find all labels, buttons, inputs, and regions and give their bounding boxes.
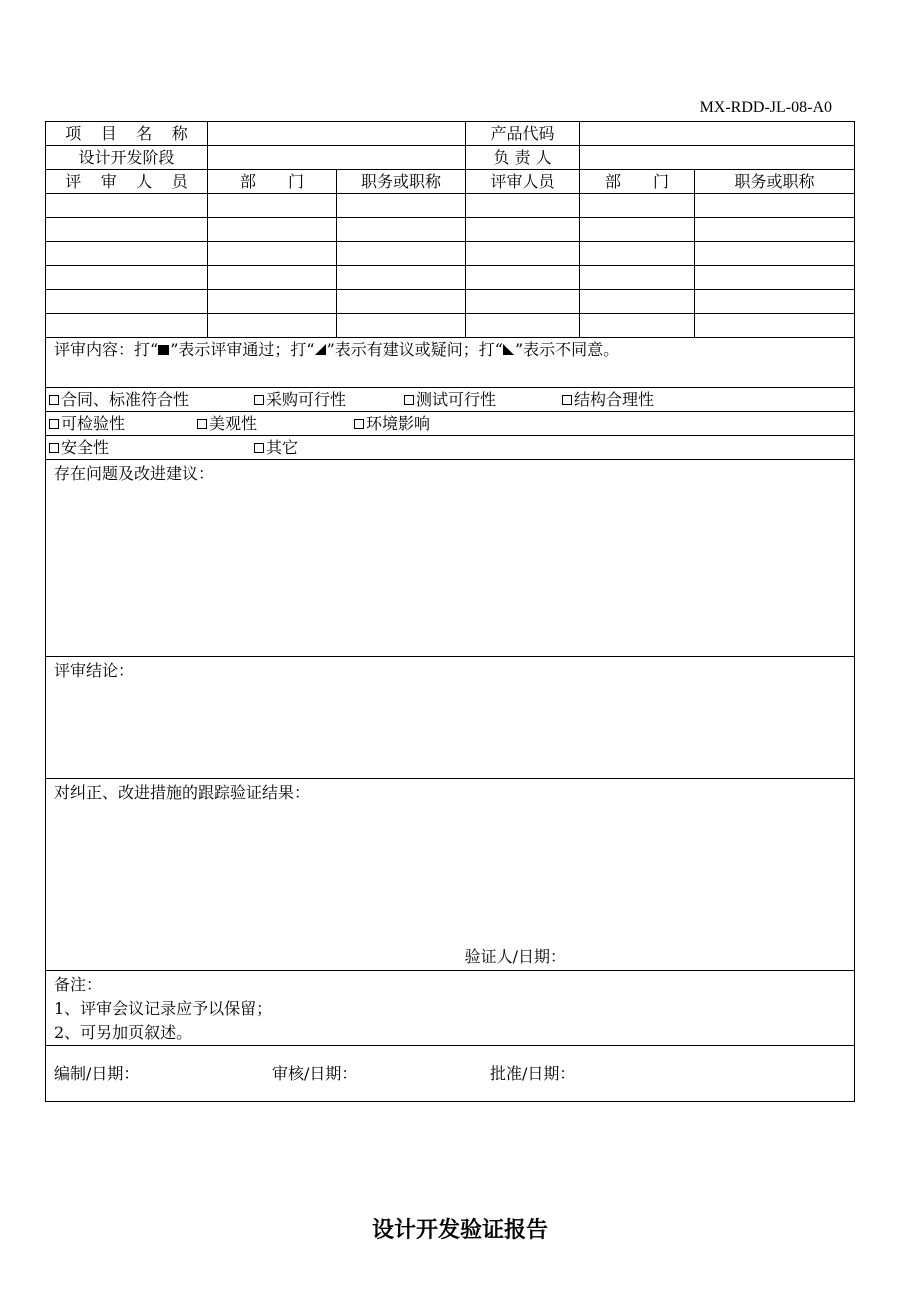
- verifier-date-label: 验证人/日期：: [464, 947, 566, 966]
- notes-row: [46, 971, 855, 1046]
- options-row-3: [46, 436, 855, 460]
- reviewer-cell[interactable]: [337, 266, 466, 290]
- checkbox-icon[interactable]: [354, 419, 364, 429]
- stage-field[interactable]: [208, 146, 466, 170]
- option-inspectability[interactable]: [46, 413, 194, 435]
- owner-label: 负 责 人: [466, 146, 580, 170]
- option-label: 美观性: [209, 413, 258, 433]
- reviewer-cell[interactable]: [695, 290, 855, 314]
- reviewer-cell[interactable]: [337, 194, 466, 218]
- reviewer-cell[interactable]: [580, 290, 695, 314]
- reviewer-cell[interactable]: [580, 266, 695, 290]
- conclusion-section[interactable]: [46, 657, 855, 779]
- department-header-1: 部 门: [208, 170, 337, 194]
- notes-section: [46, 971, 855, 1046]
- option-label: 可检验性: [61, 413, 126, 433]
- reviewer-cell[interactable]: [695, 266, 855, 290]
- conclusion-label: 评审结论：: [54, 661, 135, 680]
- reviewer-cell[interactable]: [466, 242, 580, 266]
- checkbox-icon[interactable]: [49, 443, 59, 453]
- checkbox-icon[interactable]: [197, 419, 207, 429]
- reviewer-cell[interactable]: [208, 242, 337, 266]
- reviewer-cell[interactable]: [466, 266, 580, 290]
- filled-square-icon: [158, 340, 170, 362]
- option-aesthetics[interactable]: [194, 413, 351, 435]
- reviewer-cell[interactable]: [46, 194, 208, 218]
- issues-label: 存在问题及改进建议：: [54, 464, 215, 483]
- stage-row: [46, 146, 855, 170]
- conclusion-row: [46, 657, 855, 779]
- reviewer-cell[interactable]: [695, 218, 855, 242]
- options-cell-1: [46, 388, 855, 412]
- option-procurement-feasibility[interactable]: [251, 389, 401, 411]
- product-code-field[interactable]: [580, 122, 855, 146]
- reviewer-header-1: 评 审 人 员: [46, 170, 208, 194]
- options-cell-3: [46, 436, 855, 460]
- document-code: MX-RDD-JL-08-A0: [699, 99, 832, 116]
- options-row-1: [46, 388, 855, 412]
- checkbox-icon[interactable]: [49, 419, 59, 429]
- option-contract-compliance[interactable]: [46, 389, 251, 411]
- reviewer-cell[interactable]: [580, 218, 695, 242]
- reviewed-by-label: 审核/日期：: [272, 1063, 358, 1083]
- review-content-mid2: ”表示有建议或疑问；打“: [326, 340, 503, 359]
- reviewer-header-2: 评审人员: [466, 170, 580, 194]
- review-content-mid1: ”表示评审通过；打“: [170, 340, 315, 359]
- reviewer-cell[interactable]: [337, 218, 466, 242]
- approved-by-label: 批准/日期：: [490, 1063, 576, 1083]
- option-label: 结构合理性: [574, 389, 655, 409]
- review-content-suffix: ”表示不同意。: [514, 340, 620, 359]
- reviewer-cell[interactable]: [208, 266, 337, 290]
- reviewer-cell[interactable]: [208, 290, 337, 314]
- option-label: 测试可行性: [416, 389, 497, 409]
- reviewer-cell[interactable]: [466, 314, 580, 338]
- notes-title: 备注：: [54, 975, 103, 994]
- issues-section[interactable]: [46, 460, 855, 657]
- tracking-label: 对纠正、改进措施的跟踪验证结果：: [54, 783, 311, 802]
- reviewer-cell[interactable]: [46, 314, 208, 338]
- reviewer-cell[interactable]: [466, 218, 580, 242]
- reviewer-cell[interactable]: [337, 314, 466, 338]
- triangle-right-corner-icon: [315, 340, 327, 362]
- option-environment-impact[interactable]: [351, 413, 430, 435]
- review-content-row: [46, 338, 855, 388]
- department-header-2: 部 门: [580, 170, 695, 194]
- tracking-row: [46, 779, 855, 971]
- reviewer-row: [46, 242, 855, 266]
- reviewer-cell[interactable]: [208, 194, 337, 218]
- title-header-2: 职务或职称: [695, 170, 855, 194]
- reviewer-cell[interactable]: [695, 194, 855, 218]
- option-other[interactable]: [251, 437, 298, 459]
- reviewer-row: [46, 290, 855, 314]
- review-content-instructions: [46, 338, 855, 388]
- project-name-field[interactable]: [208, 122, 466, 146]
- reviewer-row: [46, 194, 855, 218]
- checkbox-icon[interactable]: [49, 395, 59, 405]
- option-label: 安全性: [61, 437, 110, 457]
- reviewer-cell[interactable]: [580, 242, 695, 266]
- reviewer-row: [46, 266, 855, 290]
- checkbox-icon[interactable]: [254, 395, 264, 405]
- triangle-left-corner-icon: [503, 340, 515, 362]
- review-content-prefix: 评审内容：打“: [54, 340, 159, 359]
- issues-row: [46, 460, 855, 657]
- option-label: 采购可行性: [266, 389, 347, 409]
- product-code-label: 产品代码: [466, 122, 580, 146]
- reviewer-cell[interactable]: [46, 266, 208, 290]
- checkbox-icon[interactable]: [404, 395, 414, 405]
- owner-field[interactable]: [580, 146, 855, 170]
- checkbox-icon[interactable]: [254, 443, 264, 453]
- option-structure-rationality[interactable]: [559, 389, 654, 411]
- reviewer-cell[interactable]: [695, 314, 855, 338]
- reviewer-cell[interactable]: [208, 218, 337, 242]
- option-safety[interactable]: [46, 437, 251, 459]
- signoff-row: [46, 1046, 855, 1102]
- note-item: 2、可另加页叙述。: [54, 1023, 193, 1042]
- options-row-2: [46, 412, 855, 436]
- prepared-by-label: 编制/日期：: [54, 1063, 140, 1083]
- option-test-feasibility[interactable]: [401, 389, 559, 411]
- reviewer-cell[interactable]: [337, 242, 466, 266]
- reviewer-cell[interactable]: [46, 290, 208, 314]
- review-form: [45, 121, 855, 1102]
- reviewer-row: [46, 314, 855, 338]
- options-cell-2: [46, 412, 855, 436]
- tracking-section[interactable]: [46, 779, 855, 971]
- document-title: 设计开发验证报告: [371, 1217, 548, 1243]
- project-name-label: 项 目 名 称: [46, 122, 208, 146]
- reviewer-header-row: [46, 170, 855, 194]
- reviewer-cell[interactable]: [580, 194, 695, 218]
- option-label: 其它: [266, 437, 299, 457]
- reviewer-cell[interactable]: [337, 290, 466, 314]
- reviewer-cell[interactable]: [695, 242, 855, 266]
- note-item: 1、评审会议记录应予以保留；: [54, 999, 273, 1018]
- project-name-row: [46, 122, 855, 146]
- checkbox-icon[interactable]: [562, 395, 572, 405]
- reviewer-cell[interactable]: [466, 194, 580, 218]
- reviewer-cell[interactable]: [208, 314, 337, 338]
- option-label: 环境影响: [366, 413, 431, 433]
- reviewer-cell[interactable]: [466, 290, 580, 314]
- reviewer-row: [46, 218, 855, 242]
- signoff-section: [46, 1046, 855, 1102]
- reviewer-cell[interactable]: [580, 314, 695, 338]
- option-label: 合同、标准符合性: [61, 389, 190, 409]
- reviewer-cell[interactable]: [46, 218, 208, 242]
- title-header-1: 职务或职称: [337, 170, 466, 194]
- reviewer-cell[interactable]: [46, 242, 208, 266]
- stage-label: 设计开发阶段: [46, 146, 208, 170]
